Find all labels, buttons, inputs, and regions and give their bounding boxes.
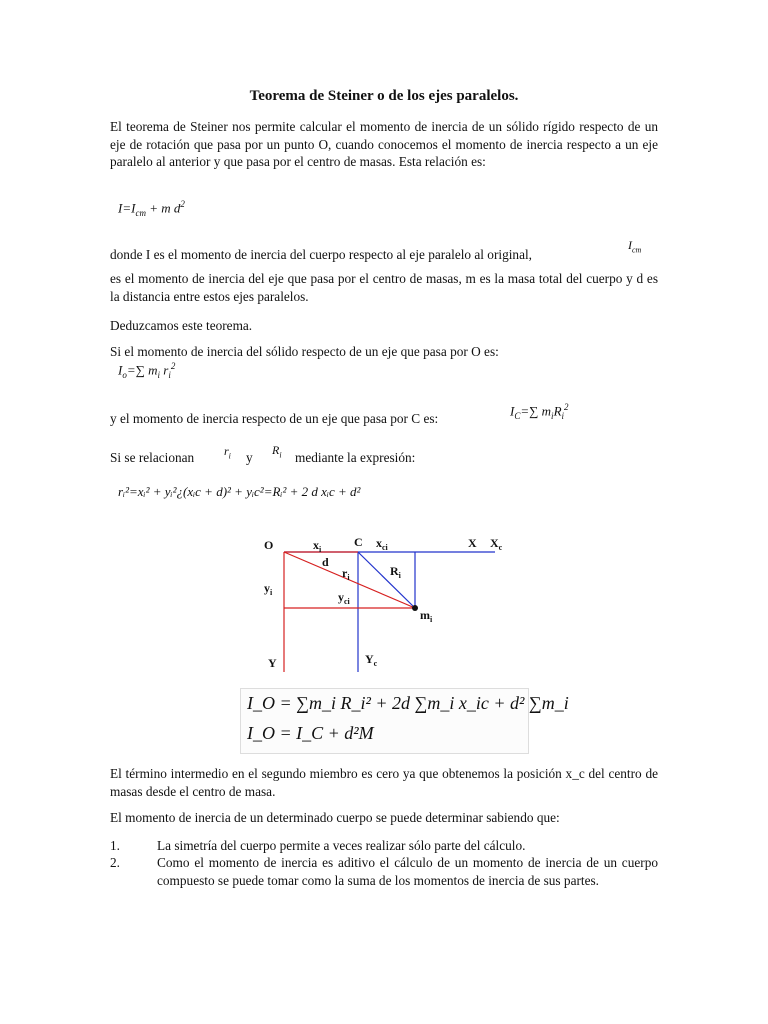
label-ri: $r_i$ xyxy=(342,566,350,582)
list-item-1: La simetría del cuerpo permite a veces realizar sólo parte del cálculo. xyxy=(157,838,526,853)
label-Xc: $X_c$ xyxy=(490,536,503,552)
result-line-1: I_O = ∑m_i R_i² + 2d ∑m_i x_ic + d² ∑m_i xyxy=(247,693,569,713)
steiner-equation: $I=I_{cm} + m$ $d^2$ xyxy=(118,199,185,218)
Ri-symbol: $R_i$ xyxy=(272,443,282,460)
label-Y: Y xyxy=(268,656,277,670)
list-item-2: Como el momento de inercia es aditivo el cálculo de un momento de inercia de un cuerpo compuesto se puede tomar como la suma de los momentos de inercia de sus partes. xyxy=(157,855,658,888)
mass-point xyxy=(412,605,418,611)
label-Yc: $Y_c$ xyxy=(365,652,378,668)
definition-paragraph-end: es el momento de inercia del eje que pasa por el centro de masas, m es la masa total del cuerpo y d es la distancia entre estos ejes paralelos. xyxy=(110,271,658,304)
list-number-1: 1. xyxy=(110,838,120,853)
label-yi: $y_i$ xyxy=(264,581,273,597)
label-C: C xyxy=(354,535,363,549)
deduce-paragraph: Deduzcamos este teorema. xyxy=(110,318,253,333)
result-line-2: I_O = I_C + d²M xyxy=(247,723,374,743)
label-X: X xyxy=(468,536,477,550)
ri-symbol: $r_i$ xyxy=(224,444,231,461)
intro-paragraph: El teorema de Steiner nos permite calcular el momento de inercia de un sólido rígido respecto de un eje de rotación que pasa por un punto O, cuando conocemos el momento de inercia respecto a un eje paralelo al anterior y que pasa por el centro de masas. Esta relación es: xyxy=(110,119,658,170)
io-paragraph: Si el momento de inercia del sólido respecto de un eje que pasa por O es: xyxy=(110,344,499,359)
relate-text: Si se relacionan xyxy=(110,450,195,465)
determine-paragraph: El momento de inercia de un determinado cuerpo se puede determinar sabiendo que: xyxy=(110,810,560,825)
label-Ri: $R_i$ xyxy=(390,564,401,580)
middle-term-paragraph: El término intermedio en el segundo miembro es cero ya que obtenemos la posición x_c del centro de masas desde el centro de masa. xyxy=(110,766,658,799)
list-number-2: 2. xyxy=(110,855,120,870)
ic-paragraph: y el momento de inercia respecto de un eje que pasa por C es: xyxy=(110,411,439,426)
ic-equation: $I_C=\sum$ $m_iR_i^2$ xyxy=(510,402,569,421)
expression-text: mediante la expresión: xyxy=(295,450,416,465)
label-xi: $x_i$ xyxy=(313,538,322,554)
label-mi: $m_i$ xyxy=(420,608,433,624)
axes-diagram xyxy=(250,530,510,675)
icm-symbol: $I_{cm}$ xyxy=(628,238,642,255)
label-yci: $y_{ci}$ xyxy=(338,590,350,606)
label-d: d xyxy=(322,555,329,569)
long-equation: rᵢ²=xᵢ² + yᵢ²¿(xᵢc + d)² + yᵢc²=Rᵢ² + 2 d xᵢc + d² xyxy=(118,484,361,499)
and-word: y xyxy=(246,450,253,465)
result-equation-box xyxy=(240,688,569,754)
page-title: Teorema de Steiner o de los ejes paralelos. xyxy=(249,88,519,104)
Ri-line xyxy=(358,552,415,608)
io-equation: $I_o=\sum$ $m_i$ $r_i^2$ xyxy=(118,361,176,380)
label-O: O xyxy=(264,538,274,552)
label-xci: $x_{ci}$ xyxy=(376,536,388,552)
definition-paragraph-start: donde I es el momento de inercia del cuerpo respecto al eje paralelo al original, xyxy=(110,247,532,262)
